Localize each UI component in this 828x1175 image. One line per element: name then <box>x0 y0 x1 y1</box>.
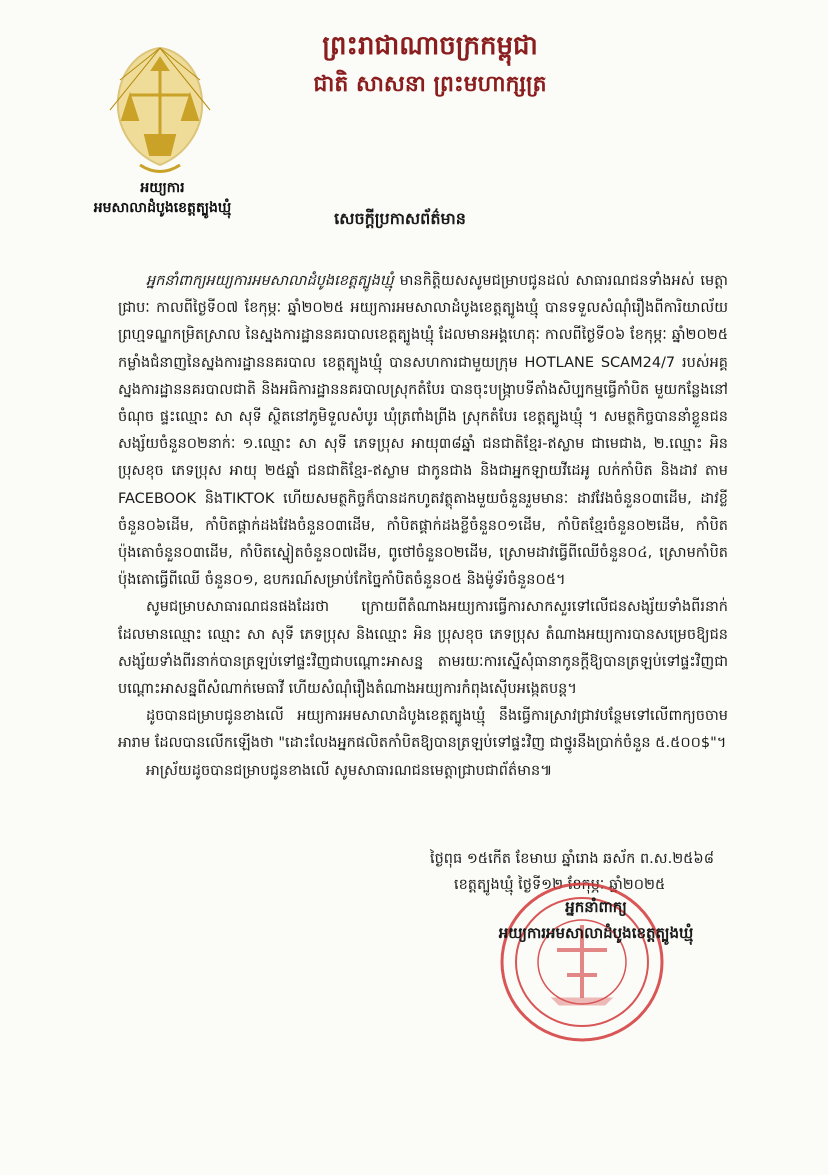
document-title: សេចក្តីប្រកាសព័ត៌មាន <box>334 209 466 228</box>
kingdom-header <box>270 28 590 100</box>
kingdom-motto: ជាតិ សាសនា ព្រះមហាក្សត្រ <box>313 71 547 97</box>
department-name <box>60 178 265 218</box>
signer-block <box>446 894 746 946</box>
paragraph-2: សូមជម្រាបសាធារណជនផងដែរថា ក្រោយពីតំណាងអយ្យការធ្វើការសាកសួរទៅលើជនសង្ស័យទាំងពីរនាក់ ដែលមានឈ្មោះ ឈ្មោះ សា សុទី ភេទប្រុស និងឈ្មោះ អិន ប្រុសខុច ភេទប្រុស តំណាងអយ្យការបានសម្រេចឱ្យជនសង្ស័យទាំងពីរនាក់បានត្រឡប់ទៅផ្ទះវិញជាបណ្តោះអាសន្ន តាមរយៈការស្នើសុំធានាកូនក្តីឱ្យបានត្រឡប់ទៅផ្ទះវិញជាបណ្តោះអាសន្នពីសំណាក់មេធាវី ហើយសំណុំរឿងតំណាងអយ្យការកំពុងស៊ើបអង្កេតបន្ត។ <box>118 599 728 698</box>
paragraph-4: អាស្រ័យដូចបានជម្រាបជូនខាងលើ សូមសាធារណជនមេត្តាជ្រាបជាព័ត៌មាន៕ <box>146 762 553 779</box>
dept-line-1: អយ្យការ <box>140 180 185 196</box>
document-body <box>118 268 728 785</box>
court-emblem-icon <box>100 40 220 180</box>
paragraph-1 <box>118 268 728 594</box>
dept-line-2: អមសាលាដំបូងខេត្តត្បូងឃ្មុំ <box>93 200 232 216</box>
signer-org: អយ្យការអមសាលាដំបូងខេត្តត្បូងឃ្មុំ <box>498 924 694 942</box>
date-lunar: ថ្ងៃពុធ ១៥កើត ខែមាឃ ឆ្នាំរោង ឆស័ក ព.ស.២៥៦៨ <box>430 851 714 867</box>
kingdom-name: ព្រះរាជាណាចក្រកម្ពុជា <box>322 31 538 61</box>
paragraph-3: ដូចបានជម្រាបជូនខាងលើ អយ្យការអមសាលាដំបូងខេត្តត្បូងឃ្មុំ នឹងធ្វើការស្រាវជ្រាវបន្ថែមទៅលើពាក្យចចាមអារាម ដែលបានលើកឡើងថា "ដោះលែងអ្នកផលិតកាំបិតឱ្យបានត្រឡប់ទៅផ្ទះវិញ ជាថ្នូរនឹងប្រាក់ចំនួន ៥.៥០០$"។ <box>118 708 728 752</box>
date-solar: ខេត្តត្បូងឃ្មុំ ថ្ងៃទី១២ ខែកុម្ភៈ ឆ្នាំ២០២៥ <box>454 877 666 893</box>
signer-title: អ្នកនាំពាក្យ <box>565 898 627 916</box>
paragraph-1-text: មានកិត្តិយសសូមជម្រាបជូនដល់ សាធារណជនទាំងអស់ មេត្តាជ្រាបៈ កាលពីថ្ងៃទី០៧ ខែកុម្ភៈ ឆ្នាំ២០២៥ អយ្យការអមសាលាដំបូងខេត្តត្បូងឃ្មុំ បានទទួលសំណុំរឿងពីការិយាល័យព្រហ្មទណ្ឌកម្រិតស្រាល នៃស្នងការដ្ឋាននគរបាលខេត្តត្បូងឃ្មុំ ដែលមានអង្គហេតុៈ កាលពីថ្ងៃទី០៦ ខែកុម្ភៈ ឆ្នាំ២០២៥ កម្លាំងជំនាញនៃស្នងការដ្ឋាននគរបាល ខេត្តត្បូងឃ្មុំ បានសហការជាមួយក្រុម HOTLANE SCAM24/7 របស់អគ្គស្នងការដ្ឋាននគរបាលជាតិ និងអធិការដ្ឋាននគរបាលស្រុកតំបែរ បានចុះបង្ក្រាបទីតាំងសិប្បកម្មធ្វើកាំបិត មួយកន្លែងនៅចំណុច ផ្ទះឈ្មោះ សា សុទី ស្ថិតនៅភូមិទួលសំបូរ ឃុំត្រពាំងព្រីង ស្រុកតំបែរ ខេត្តត្បូងឃ្មុំ ។ សមត្ថកិច្ចបាននាំខ្លួនជនសង្ស័យចំនួន០២នាក់ៈ ១.ឈ្មោះ សា សុទី ភេទប្រុស អាយុ៣៨ឆ្នាំ ជនជាតិខ្មែរ-ឥស្លាម ជាមេជាង, ២.ឈ្មោះ អិន ប្រុសខុច ភេទប្រុស អាយុ ២៥ឆ្នាំ ជនជាតិខ្មែរ-ឥស្លាម ជាកូនជាង និងជាអ្នកឡាយវីដេអូ លក់កាំបិត និងដាវ តាម FACEBOOK និងTIKTOK ហើយសមត្ថកិច្ចក៏បានដកហូតវត្ថុតាងមួយចំនួនរួមមានៈ ដាវវែងចំនួន០៣ដើម, ដាវខ្លីចំនួន០៦ដើម, កាំបិតផ្គាក់ដងវែងចំនួន០៣ដើម, កាំបិតផ្គាក់ដងខ្លីចំនួន០១ដើម, កាំបិតខ្មែរចំនួន០២ដើម, កាំបិតប៉ុងតោចំនួន០៣ដើម, កាំបិតស្នៀតចំនួន០៧ដើម, ពូថៅចំនួន០២ដើម, ស្រោមដាវធ្វើពីឈើចំនួន០៤, ស្រោមកាំបិតប៉ុងតោធ្វើពីឈើ ចំនួន០១, ឧបករណ៍សម្រាប់កែច្នៃកាំបិតចំនួន០៥ និងម៉ូទ័រចំនួន០៥។ <box>118 273 728 589</box>
spokesperson-ref: អ្នកនាំពាក្យអយ្យការអមសាលាដំបូងខេត្តត្បូងឃ្មុំ <box>146 273 394 289</box>
